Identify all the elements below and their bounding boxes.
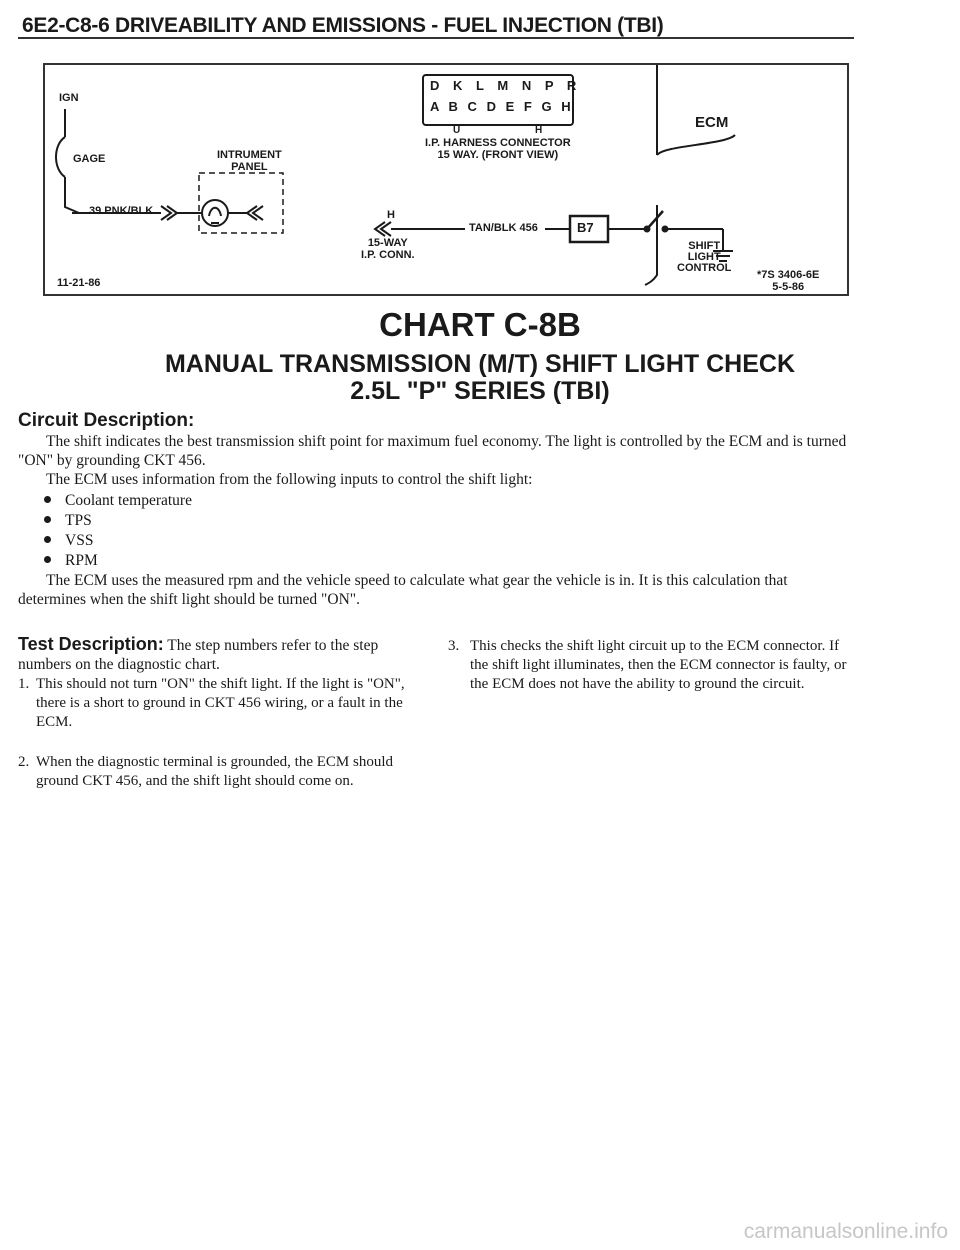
input-label: Coolant temperature xyxy=(65,492,192,509)
step-number: 3. xyxy=(448,638,460,654)
gage-label: GAGE xyxy=(73,153,106,165)
bullet-icon xyxy=(44,556,51,563)
pin-f: F xyxy=(523,99,535,114)
pin-g: G xyxy=(541,99,555,114)
instrument-panel-label: INTRUMENT PANEL xyxy=(217,149,282,173)
connector-mark-h: H xyxy=(535,125,543,136)
input-coolant xyxy=(44,491,192,510)
ecm-label: ECM xyxy=(695,114,729,131)
pin-e: E xyxy=(505,99,518,114)
bullet-icon xyxy=(44,536,51,543)
step-text: This should not turn "ON" the shift light. If the light is "ON", there is a short to ground in CKT 456 wiring, or a fault in the ECM. xyxy=(36,676,405,730)
circuit-para-2: The ECM uses information from the following inputs to control the shift light: xyxy=(46,471,533,488)
pin-b: B xyxy=(448,99,461,114)
pin-c: C xyxy=(467,99,480,114)
connector-mark-u: U xyxy=(453,125,461,136)
test-description-heading: Test Description: xyxy=(18,634,164,654)
ign-label: IGN xyxy=(59,92,79,104)
ip-conn-label: 15-WAY I.P. CONN. xyxy=(361,237,415,261)
wiring-diagram xyxy=(43,63,849,296)
input-rpm xyxy=(44,551,98,570)
test-step-2 xyxy=(18,753,418,791)
h-pin-label: H xyxy=(387,209,395,221)
pin-d: D xyxy=(430,78,445,93)
pin-k: K xyxy=(453,78,468,93)
input-label: VSS xyxy=(65,532,94,549)
pin-n: N xyxy=(521,78,537,93)
diagram-reference: *7S 3406-6E 5-5-86 xyxy=(757,269,820,293)
pin-p: P xyxy=(544,78,559,93)
test-intro-text: The step numbers refer to the step numbers on the diagnostic chart. xyxy=(18,637,379,673)
connector-bottom-row xyxy=(430,101,574,113)
chart-title: CHART C-8B xyxy=(379,306,581,343)
bullet-icon xyxy=(44,516,51,523)
input-label: TPS xyxy=(65,512,92,529)
test-step-3 xyxy=(448,637,848,694)
pin-h: H xyxy=(561,99,574,114)
pin-l: L xyxy=(476,78,489,93)
step-text: When the diagnostic terminal is grounded, the ECM should ground CKT 456, and the shift light should come on. xyxy=(36,754,394,789)
wire-39-pnk-blk: 39 PNK/BLK xyxy=(89,205,154,217)
shift-light-control-label: SHIFT LIGHT CONTROL xyxy=(677,240,732,274)
input-vss xyxy=(44,531,93,550)
pin-d2: D xyxy=(486,99,499,114)
harness-connector-title: I.P. HARNESS CONNECTOR 15 WAY. (FRONT VIEW) xyxy=(425,137,571,161)
wire-tan-blk-456: TAN/BLK 456 xyxy=(469,222,538,234)
watermark: carmanualsonline.info xyxy=(743,1220,948,1243)
step-number: 2. xyxy=(18,754,30,770)
pin-b7: B7 xyxy=(577,220,594,235)
page-header: 6E2-C8-6 DRIVEABILITY AND EMISSIONS - FUEL INJECTION (TBI) xyxy=(22,14,664,37)
test-description-intro xyxy=(18,635,420,674)
input-tps xyxy=(44,511,92,530)
bullet-icon xyxy=(44,496,51,503)
pin-m: M xyxy=(497,78,514,93)
pin-r: R xyxy=(566,78,582,93)
chart-subtitle: MANUAL TRANSMISSION (M/T) SHIFT LIGHT CHECK xyxy=(164,350,796,378)
circuit-para-3: The ECM uses the measured rpm and the vehicle speed to calculate what gear the vehicle is in. It is this calculation that determines when the shift light should be turned "ON". xyxy=(18,572,788,608)
step-text: This checks the shift light circuit up to the ECM connector. If the shift light illuminates, then the ECM connector is faulty, or the ECM does not have the ability to ground the circuit. xyxy=(470,638,847,692)
connector-top-row xyxy=(430,80,581,92)
test-step-1 xyxy=(18,675,418,732)
header-rule xyxy=(18,37,854,39)
chart-series: 2.5L "P" SERIES (TBI) xyxy=(350,377,610,405)
diagram-date: 11-21-86 xyxy=(57,277,101,289)
circuit-para-1: The shift indicates the best transmission shift point for maximum fuel economy. The light is controlled by the ECM and is turned "ON" by grounding CKT 456. xyxy=(18,433,847,469)
step-number: 1. xyxy=(18,676,30,692)
input-label: RPM xyxy=(65,552,98,569)
pin-a: A xyxy=(430,99,442,114)
circuit-description-heading: Circuit Description: xyxy=(18,410,195,431)
